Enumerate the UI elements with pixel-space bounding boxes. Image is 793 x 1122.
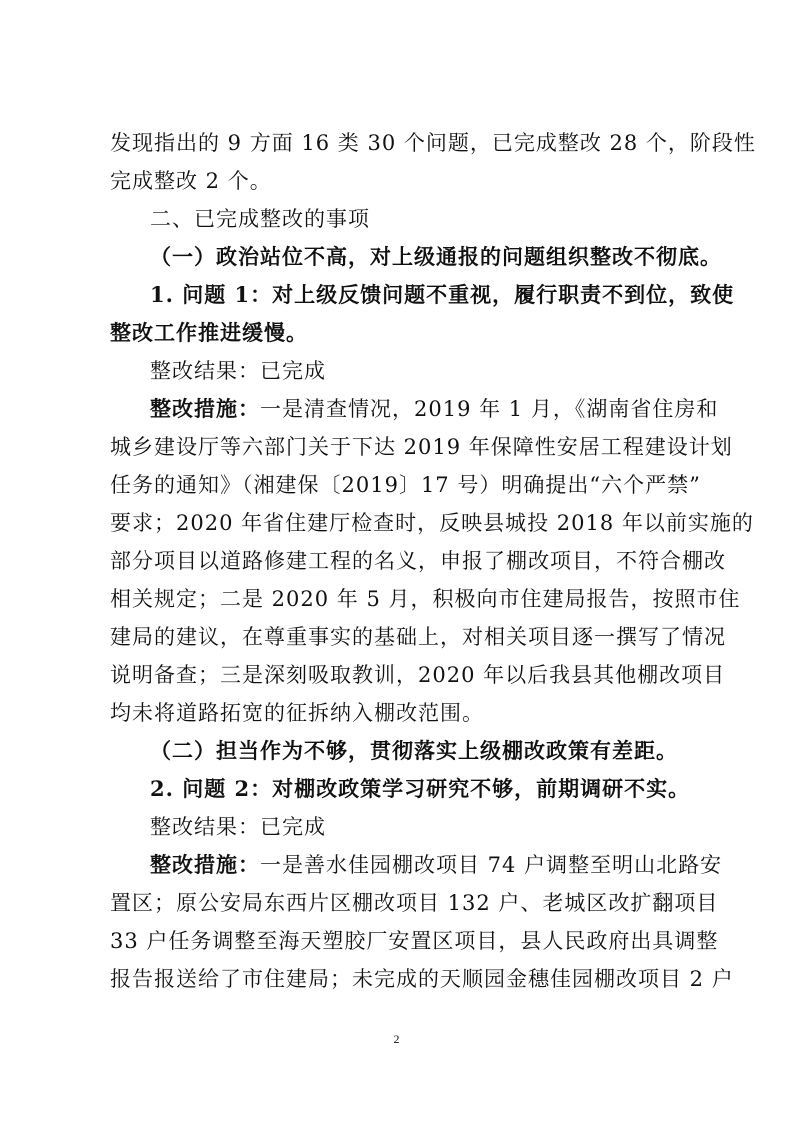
issue-heading: 1. 问题 1：对上级反馈问题不重视，履行职责不到位，致使 bbox=[150, 282, 735, 307]
subsection-heading: （一）政治站位不高，对上级通报的问题组织整改不彻底。 bbox=[150, 244, 722, 269]
issue-heading-continued: 整改工作推进缓慢。 bbox=[110, 320, 308, 345]
body-text-line: 说明备查；三是深刻吸取教训，2020 年以后我县其他棚改项目 bbox=[110, 663, 726, 687]
rectification-measures-line bbox=[150, 394, 718, 424]
section-heading: 二、已完成整改的事项 bbox=[150, 207, 370, 231]
body-text-line: 任务的通知》（湘建保〔2019〕17 号）明确提出“六个严禁” bbox=[110, 473, 701, 497]
body-text-line: 完成整改 2 个。 bbox=[110, 169, 272, 193]
measures-text: 一是清查情况，2019 年 1 月，《湖南省住房和 bbox=[260, 397, 719, 421]
page-number: 2 bbox=[393, 1032, 400, 1046]
rectification-result: 整改结果：已完成 bbox=[150, 815, 326, 839]
measures-text: 一是善水佳园棚改项目 74 户调整至明山北路安 bbox=[260, 853, 723, 877]
issue-heading: 2. 问题 2：对棚改政策学习研究不够，前期调研不实。 bbox=[150, 776, 691, 801]
body-text-line: 报告报送给了市住建局；未完成的天顺园金穗佳园棚改项目 2 户 bbox=[110, 967, 734, 991]
body-text-line: 部分项目以道路修建工程的名义，申报了棚改项目，不符合棚改 bbox=[110, 549, 726, 573]
body-text-line: 城乡建设厅等六部门关于下达 2019 年保障性安居工程建设计划 bbox=[110, 435, 733, 459]
body-text-line: 建局的建议，在尊重事实的基础上，对相关项目逐一撰写了情况 bbox=[110, 625, 726, 649]
measures-label: 整改措施： bbox=[150, 396, 260, 421]
rectification-result: 整改结果：已完成 bbox=[150, 359, 326, 383]
subsection-heading: （二）担当作为不够，贯彻落实上级棚改政策有差距。 bbox=[150, 738, 678, 763]
body-text-line: 相关规定；二是 2020 年 5 月，积极向市住建局报告，按照市住 bbox=[110, 587, 741, 611]
body-text-line: 均未将道路拓宽的征拆纳入棚改范围。 bbox=[110, 701, 484, 725]
measures-label: 整改措施： bbox=[150, 852, 260, 877]
body-text-line: 置区；原公安局东西片区棚改项目 132 户、老城区改扩翻项目 bbox=[110, 891, 719, 915]
rectification-measures-line bbox=[150, 850, 722, 880]
body-text-line: 要求；2020 年省住建厅检查时，反映县城投 2018 年以前实施的 bbox=[110, 511, 754, 535]
body-text-line: 发现指出的 9 方面 16 类 30 个问题，已完成整改 28 个，阶段性 bbox=[110, 131, 756, 155]
body-text-line: 33 户任务调整至海天塑胶厂安置区项目，县人民政府出具调整 bbox=[110, 929, 719, 953]
